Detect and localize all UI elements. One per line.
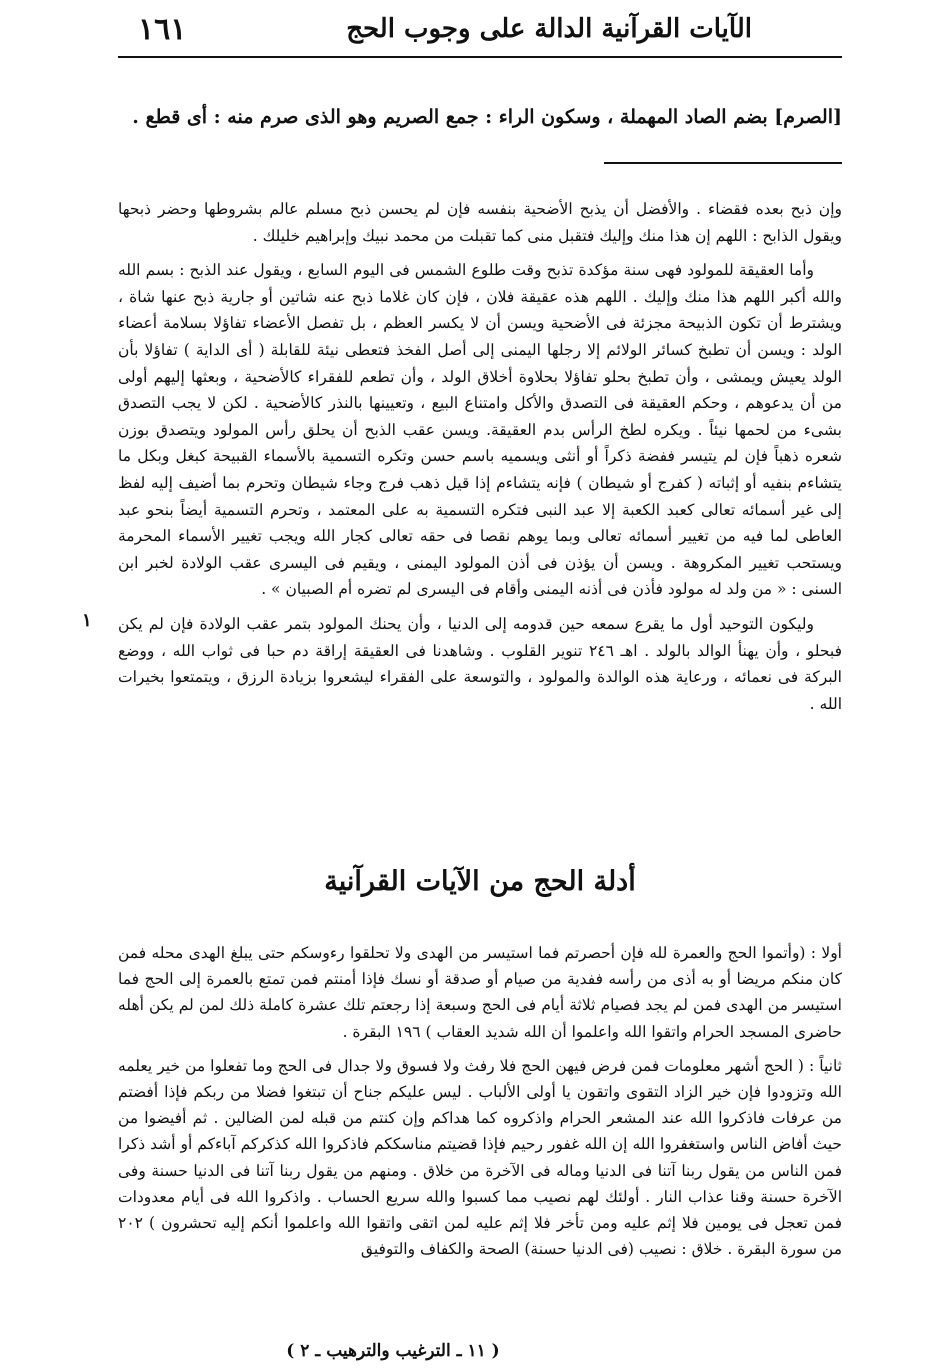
section-heading: أدلة الحج من الآيات القرآنية [324,866,636,897]
page-number: ١٦١ [138,12,187,47]
header-rule [118,56,842,58]
evidence-paragraph: ثانياً : ( الحج أشهر معلومات فمن فرض فيهن الحج فلا رفث ولا فسوق ولا جدال فى الحج وما تفعلوا من خير يعلمه الله وتزودوا فإن خير الزاد التقوى واتقون يا أولى الألباب . ليس عليكم جناح أن تبتغوا فضلا من ربكم فإذا أفضتم من عرفات فاذكروا الله عند المشعر الحرام واذكروه كما هداكم وإن كنتم من قبله لمن الضالين . ثم أفيضوا من حيث أفاض الناس واستغفروا الله إن الله غفور رحيم فإذا قضيتم مناسككم فاذكروا الله كذكركم آباءكم أو أشد ذكرا فمن الناس من يقول ربنا آتنا فى الدنيا وماله فى الآخرة من خلاق . ومنهم من يقول ربنا آتنا فى الدنيا حسنة وفى الآخرة حسنة وقنا عذاب النار . أولئك لهم نصيب مما كسبوا والله سريع الحساب . واذكروا الله فى أيام معدودات فمن تعجل فى يومين فلا إثم عليه ومن تأخر فلا إثم عليه لمن اتقى واتقوا الله واعلموا أنكم إليه تحشرون ) ٢٠٢ من سورة البقرة . خلاق : نصيب (فى الدنيا حسنة) الصحة والكفاف والتوفيق [118,1056,842,1259]
page-footer [0,1341,946,1361]
body-paragraph: وإن ذبح بعده فقضاء . والأفضل أن يذبح الأضحية بنفسه فإن لم يحسن ذبح مسلم عالم بشروطها وحضر ذبحها ويقول الذابح : اللهم إن هذا منك وإليك فتقبل منى كما تقبلت من محمد نبيك وإبراهيم خليلك . [118,200,842,245]
glossary-note: [الصرم] بضم الصاد المهملة ، وسكون الراء : جمع الصريم وهو الذى صرم منه : أى قطع . [132,106,842,128]
signature-mark: ( ١١ ـ الترغيب والترهيب ـ ٢ ) [286,1341,500,1361]
commentary-text [118,196,842,725]
evidence-paragraph: أولا : (وأتموا الحج والعمرة لله فإن أحصرتم فما استيسر من الهدى ولا تحلقوا رءوسكم حتى يبلغ الهدى محله فمن كان منكم مريضا أو به أذى من رأسه ففدية من صيام أو صدقة أو نسك فإذا أمنتم فمن تمتع بالعمرة إلى الحج فما استيسر من الهدى فمن لم يجد فصيام ثلاثة أيام فى الحج وسبعة إذا رجعتم تلك عشرة كاملة ذلك لمن لم يكن أهله حاضرى المسجد الحرام واتقوا الله واعلموا أن الله شديد العقاب ) ١٩٦ البقرة . [118,944,842,1041]
footnote-separator [604,162,842,164]
margin-note-mark: ١ [82,610,92,631]
evidence-text [118,940,842,1270]
body-paragraph: وأما العقيقة للمولود فهى سنة مؤكدة تذبح وقت طلوع الشمس فى اليوم السابع ، ويقول عند الذبح : بسم الله والله أكبر اللهم هذا منك وإليك . اللهم هذه عقيقة فلان ، فإن كان غلاما ذبح عنه شاتين أو جارية ذبح عنها شاة ، ويشترط أن تكون الذبيحة مجزئة فى الأضحية ويسن أن لا يكسر العظم ، بل تفصل الأعضاء تفاؤلا بسلامة أعضاء الولد : ويسن أن تطبخ كسائر الولائم إلا رجلها اليمنى إلى أصل الفخذ فتعطى نيئة للقابلة ( أى الداية ) تفاؤلا بأن الولد يعيش ويمشى ، وأن تطبخ بحلو تفاؤلا بحلاوة أخلاق الولد ، وأن تطعم للفقراء كالأضحية ، وبعثها إليهم أولى من أن يدعوهم ، وحكم العقيقة فى التصدق والأكل وامتناع البيع ، وتعيينها بالنذر كالأضحية . لكن لا يجب التصدق بشىء من لحمها نيئاً . ويكره لطخ الرأس بدم العقيقة. ويسن عقب الذبح أن يحلق رأس المولود ويتصدق بوزن شعره ذهباً فإن لم يتيسر ففضة ذكراً أو أنثى ويسميه باسم حسن وتكره التسمية بالأسماء القبيحة كبغل وبكل ما يتشاءم بنفيه أو إثباته ( كفرج أو شيطان ) فإنه يتشاءم إذا قيل ذهب فرج وجاء شيطان وتحرم بما أضيف إليه لفظ إلى غير أسمائه تعالى كعبد الكعبة إلا عبد النبى فتكره التسمية به على المعتمد ، وتحرم التسمية أيضاً بنحو عبد العاطى لما فيه من تغيير أسمائه تعالى وبما يوهم نقصا فى حقه تعالى كجار الله ويجب تغيير الأسماء المحرمة ويستحب تغيير المكروهة . ويسن أن يؤذن فى أذن المولود اليمنى ، ويقيم فى اليسرى عقب الولادة لخبر ابن السنى : « من ولد له مولود فأذن فى أذنه اليمنى وأقام فى اليسرى لم تضره أم الصبيان » . [118,261,842,599]
body-paragraph: وليكون التوحيد أول ما يقرع سمعه حين قدومه إلى الدنيا ، وأن يحنك المولود بتمر عقب الولادة فإن لم يكن فبحلو ، وأن يهنأ الوالد بالولد . اهـ ٢٤٦ تنوير القلوب . وشاهدنا فى العقيقة إراقة دم حبا فى ثواب الله ، ووضع البركة فى نعمائه ، ورعاية هذه الوالدة والمولود ، والتوسعة على الفقراء ليشعروا بزيادة الرزق ، ويتمتعوا بخيرات الله . [118,614,842,713]
running-header [118,12,842,52]
running-title: الآيات القرآنية الدالة على وجوب الحج [346,14,752,44]
